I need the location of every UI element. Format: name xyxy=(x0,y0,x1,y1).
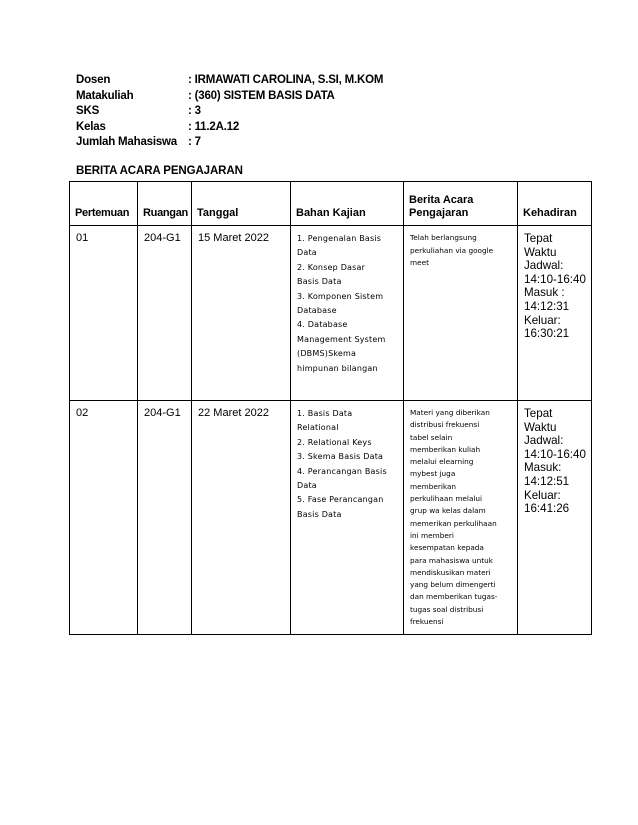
info-label: Dosen xyxy=(76,74,111,86)
bahan-line: 1. Basis Data xyxy=(297,409,353,418)
cell-berita-acara xyxy=(404,226,518,401)
bahan-line: Basis Data xyxy=(297,277,342,287)
berita-line: memerikan perkulihaan xyxy=(410,518,497,528)
cell-bahan-kajian xyxy=(291,226,404,401)
berita-line: mybest juga xyxy=(410,469,456,479)
bahan-line: Data xyxy=(297,248,317,258)
berita-line: meet xyxy=(410,258,429,268)
kehadiran-line: Keluar: xyxy=(524,313,561,327)
cell-ruangan: 204-G1 xyxy=(138,401,192,635)
kehadiran-line: Waktu xyxy=(524,420,557,434)
kehadiran-line: Tepat xyxy=(524,232,553,245)
berita-line: Materi yang diberikan xyxy=(410,408,490,417)
kehadiran-line: Tepat xyxy=(524,407,553,420)
bahan-line: Data xyxy=(297,481,317,491)
header-berita-line2: Pengajaran xyxy=(409,207,469,219)
berita-line: kesempatan kepada xyxy=(410,543,484,553)
bahan-line: Management System xyxy=(297,334,386,344)
cell-kehadiran xyxy=(518,226,592,401)
bahan-line: Database xyxy=(297,306,337,316)
berita-line: para mahasiswa untuk xyxy=(410,555,493,565)
berita-line: perkuliahan via google xyxy=(410,245,494,255)
berita-line: tugas soal distribusi xyxy=(410,604,484,614)
berita-line: tabel selain xyxy=(410,432,453,442)
berita-line: dan memberikan tugas- xyxy=(410,592,498,602)
info-row-matakuliah xyxy=(76,89,383,105)
cell-tanggal: 15 Maret 2022 xyxy=(192,226,291,401)
kehadiran-line: Jadwal: xyxy=(524,259,564,273)
course-info-table xyxy=(76,73,383,151)
info-value: : (360) SISTEM BASIS DATA xyxy=(188,89,335,102)
berita-line: memberikan xyxy=(410,481,457,491)
kehadiran-line: Keluar: xyxy=(524,488,561,502)
header-berita-line1: Berita Acara xyxy=(409,194,474,206)
berita-line: grup wa kelas dalam xyxy=(410,506,486,516)
header-berita-acara xyxy=(404,182,518,226)
kehadiran-line: 14:12:51 xyxy=(524,474,570,488)
cell-berita-acara xyxy=(404,401,518,635)
bahan-line: 1. Pengenalan Basis xyxy=(297,234,382,243)
cell-bahan-kajian xyxy=(291,401,404,635)
bahan-line: 3. Skema Basis Data xyxy=(297,452,384,462)
kehadiran-line: Masuk : xyxy=(524,286,565,300)
berita-line: frekuensi xyxy=(410,617,444,627)
info-row-dosen xyxy=(76,73,383,89)
table-row xyxy=(70,226,592,401)
header-bahan-kajian: Bahan Kajian xyxy=(291,182,404,226)
kehadiran-line: 14:12:31 xyxy=(524,299,570,313)
berita-line: yang belum dimengerti xyxy=(410,580,496,590)
bahan-line: 3. Komponen Sistem xyxy=(297,291,384,301)
header-tanggal: Tanggal xyxy=(192,182,291,226)
kehadiran-line: Masuk: xyxy=(524,461,562,475)
berita-line: Telah berlangsung xyxy=(410,233,477,242)
kehadiran-line: 16:30:21 xyxy=(524,327,570,341)
table-header-row xyxy=(70,182,592,226)
berita-line: mendiskusikan materi xyxy=(410,567,491,577)
cell-ruangan: 204-G1 xyxy=(138,226,192,401)
bahan-line: 4. Perancangan Basis xyxy=(297,466,387,476)
berita-line: memberikan kuliah xyxy=(410,444,481,454)
info-row-kelas xyxy=(76,120,383,136)
kehadiran-line: 14:10-16:40 xyxy=(524,272,586,286)
cell-pertemuan: 02 xyxy=(70,401,138,635)
berita-line: melalui elearning xyxy=(410,457,474,467)
info-label: Kelas xyxy=(76,120,106,133)
info-label: SKS xyxy=(76,105,100,118)
kehadiran-line: 14:10-16:40 xyxy=(524,447,586,461)
cell-tanggal: 22 Maret 2022 xyxy=(192,401,291,635)
info-row-sks xyxy=(76,104,383,120)
bahan-line: 2. Konsep Dasar xyxy=(297,262,366,272)
teaching-report-table xyxy=(69,181,592,635)
kehadiran-line: Waktu xyxy=(524,245,557,259)
cell-kehadiran xyxy=(518,401,592,635)
info-value: : IRMAWATI CAROLINA, S.SI, M.KOM xyxy=(188,74,384,86)
berita-line: ini memberi xyxy=(410,530,454,540)
header-kehadiran: Kehadiran xyxy=(518,182,592,226)
info-label: Jumlah Mahasiswa xyxy=(76,136,177,149)
header-ruangan: Ruangan xyxy=(138,182,192,226)
info-value: : 3 xyxy=(188,105,201,118)
info-label: Matakuliah xyxy=(76,89,134,102)
bahan-line: 5. Fase Perancangan xyxy=(297,495,384,505)
bahan-line: Relational xyxy=(297,423,339,433)
bahan-line: himpunan bilangan xyxy=(297,363,378,373)
header-pertemuan: Pertemuan xyxy=(70,182,138,226)
bahan-line: 2. Relational Keys xyxy=(297,437,372,447)
table-row xyxy=(70,401,592,635)
cell-pertemuan: 01 xyxy=(70,226,138,401)
bahan-line: Basis Data xyxy=(297,509,342,519)
info-row-jumlah-mahasiswa xyxy=(76,135,383,151)
bahan-line: (DBMS)Skema xyxy=(297,349,357,359)
section-title: BERITA ACARA PENGAJARAN xyxy=(76,165,243,177)
kehadiran-line: 16:41:26 xyxy=(524,502,570,516)
kehadiran-line: Jadwal: xyxy=(524,434,564,448)
info-value: : 11.2A.12 xyxy=(188,120,240,133)
berita-line: perkulihaan melalui xyxy=(410,494,483,504)
bahan-line: 4. Database xyxy=(297,320,348,330)
berita-line: distribusi frekuensi xyxy=(410,420,480,430)
info-value: : 7 xyxy=(188,136,201,149)
